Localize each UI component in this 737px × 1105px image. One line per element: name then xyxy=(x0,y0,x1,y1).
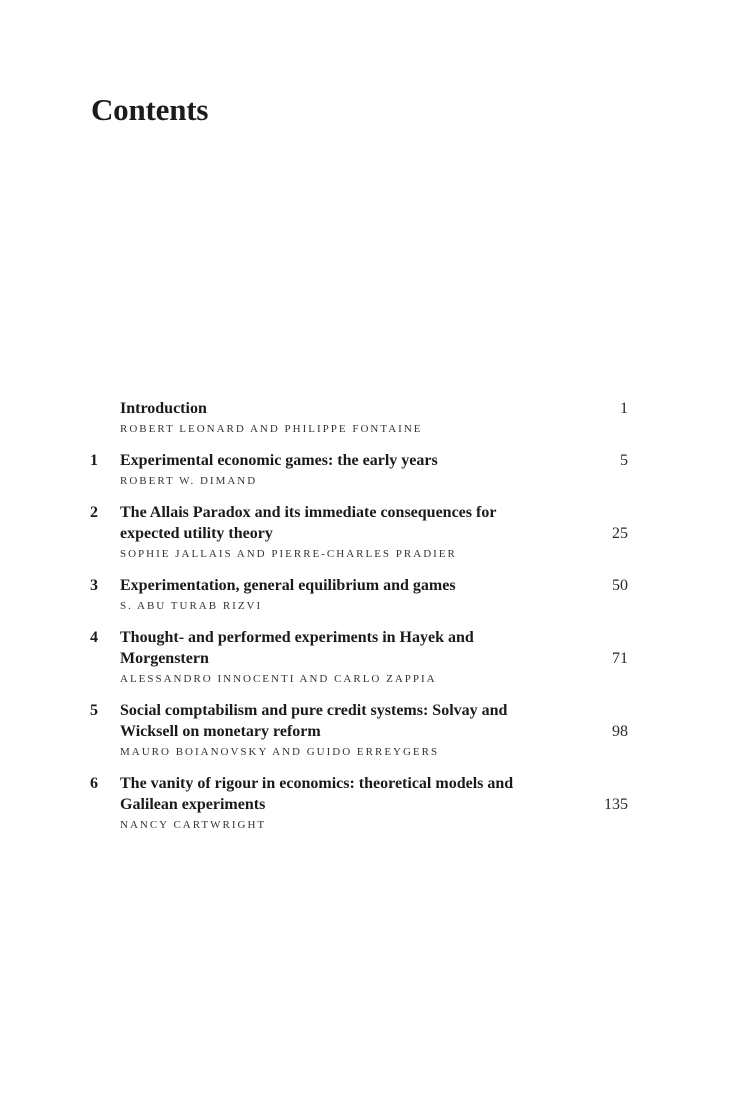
toc-entry-title xyxy=(120,575,540,596)
toc-entry-number: 6 xyxy=(90,775,98,792)
toc-entry-title-line: Galilean experiments xyxy=(120,796,266,813)
toc-entry xyxy=(90,575,642,613)
toc-entry-page-number: 98 xyxy=(612,723,628,740)
toc-entry-page-number: 1 xyxy=(620,400,628,417)
toc-entry-page-number: 71 xyxy=(612,650,628,667)
toc-entry-number: 4 xyxy=(90,629,98,646)
toc-entry-authors: ROBERT LEONARD AND PHILIPPE FONTAINE xyxy=(120,423,423,435)
toc-entry-title xyxy=(120,502,540,544)
page-title: Contents xyxy=(91,92,209,127)
toc-entry xyxy=(90,773,642,832)
toc-entry-number: 5 xyxy=(90,702,98,719)
toc-entry-authors: MAURO BOIANOVSKY AND GUIDO ERREYGERS xyxy=(120,746,440,758)
toc-entry-title xyxy=(120,700,540,742)
toc-entry xyxy=(90,398,642,436)
toc-entry-title-line: The Allais Paradox and its immediate consequences for xyxy=(120,504,497,521)
toc-entry-title-line: Morgenstern xyxy=(120,650,209,667)
toc-entry xyxy=(90,627,642,686)
toc-entry-number: 2 xyxy=(90,504,98,521)
toc-entry-title-line: The vanity of rigour in economics: theoretical models and xyxy=(120,775,514,792)
toc-entry-title-line: Wicksell on monetary reform xyxy=(120,723,321,740)
toc-entry-title xyxy=(120,773,540,815)
toc-entry-authors: NANCY CARTWRIGHT xyxy=(120,819,267,831)
toc-entry xyxy=(90,450,642,488)
toc-entry-title-line: Experimental economic games: the early years xyxy=(120,452,438,469)
toc-entry-page-number: 5 xyxy=(620,452,628,469)
toc-entry-title-line: Thought- and performed experiments in Hayek and xyxy=(120,629,474,646)
toc-entry-title-line: Introduction xyxy=(120,400,207,417)
toc-entry-title xyxy=(120,627,540,669)
toc-entry-authors: SOPHIE JALLAIS AND PIERRE-CHARLES PRADIER xyxy=(120,548,457,560)
toc-entry xyxy=(90,700,642,759)
toc-entry-number: 3 xyxy=(90,577,98,594)
toc-entry-number: 1 xyxy=(90,452,98,469)
toc-entry-page-number: 25 xyxy=(612,525,628,542)
toc-entry xyxy=(90,502,642,561)
toc-entry-authors: S. ABU TURAB RIZVI xyxy=(120,600,263,612)
toc-entry-title xyxy=(120,450,540,471)
toc-entry-title-line: Experimentation, general equilibrium and games xyxy=(120,577,456,594)
toc-entry-page-number: 135 xyxy=(604,796,628,813)
toc-entry-authors: ALESSANDRO INNOCENTI AND CARLO ZAPPIA xyxy=(120,673,437,685)
table-of-contents xyxy=(90,398,642,846)
toc-entry-title-line: expected utility theory xyxy=(120,525,273,542)
toc-entry-authors: ROBERT W. DIMAND xyxy=(120,475,258,487)
toc-entry-page-number: 50 xyxy=(612,577,628,594)
toc-entry-title-line: Social comptabilism and pure credit systems: Solvay and xyxy=(120,702,508,719)
toc-entry-title xyxy=(120,398,540,419)
